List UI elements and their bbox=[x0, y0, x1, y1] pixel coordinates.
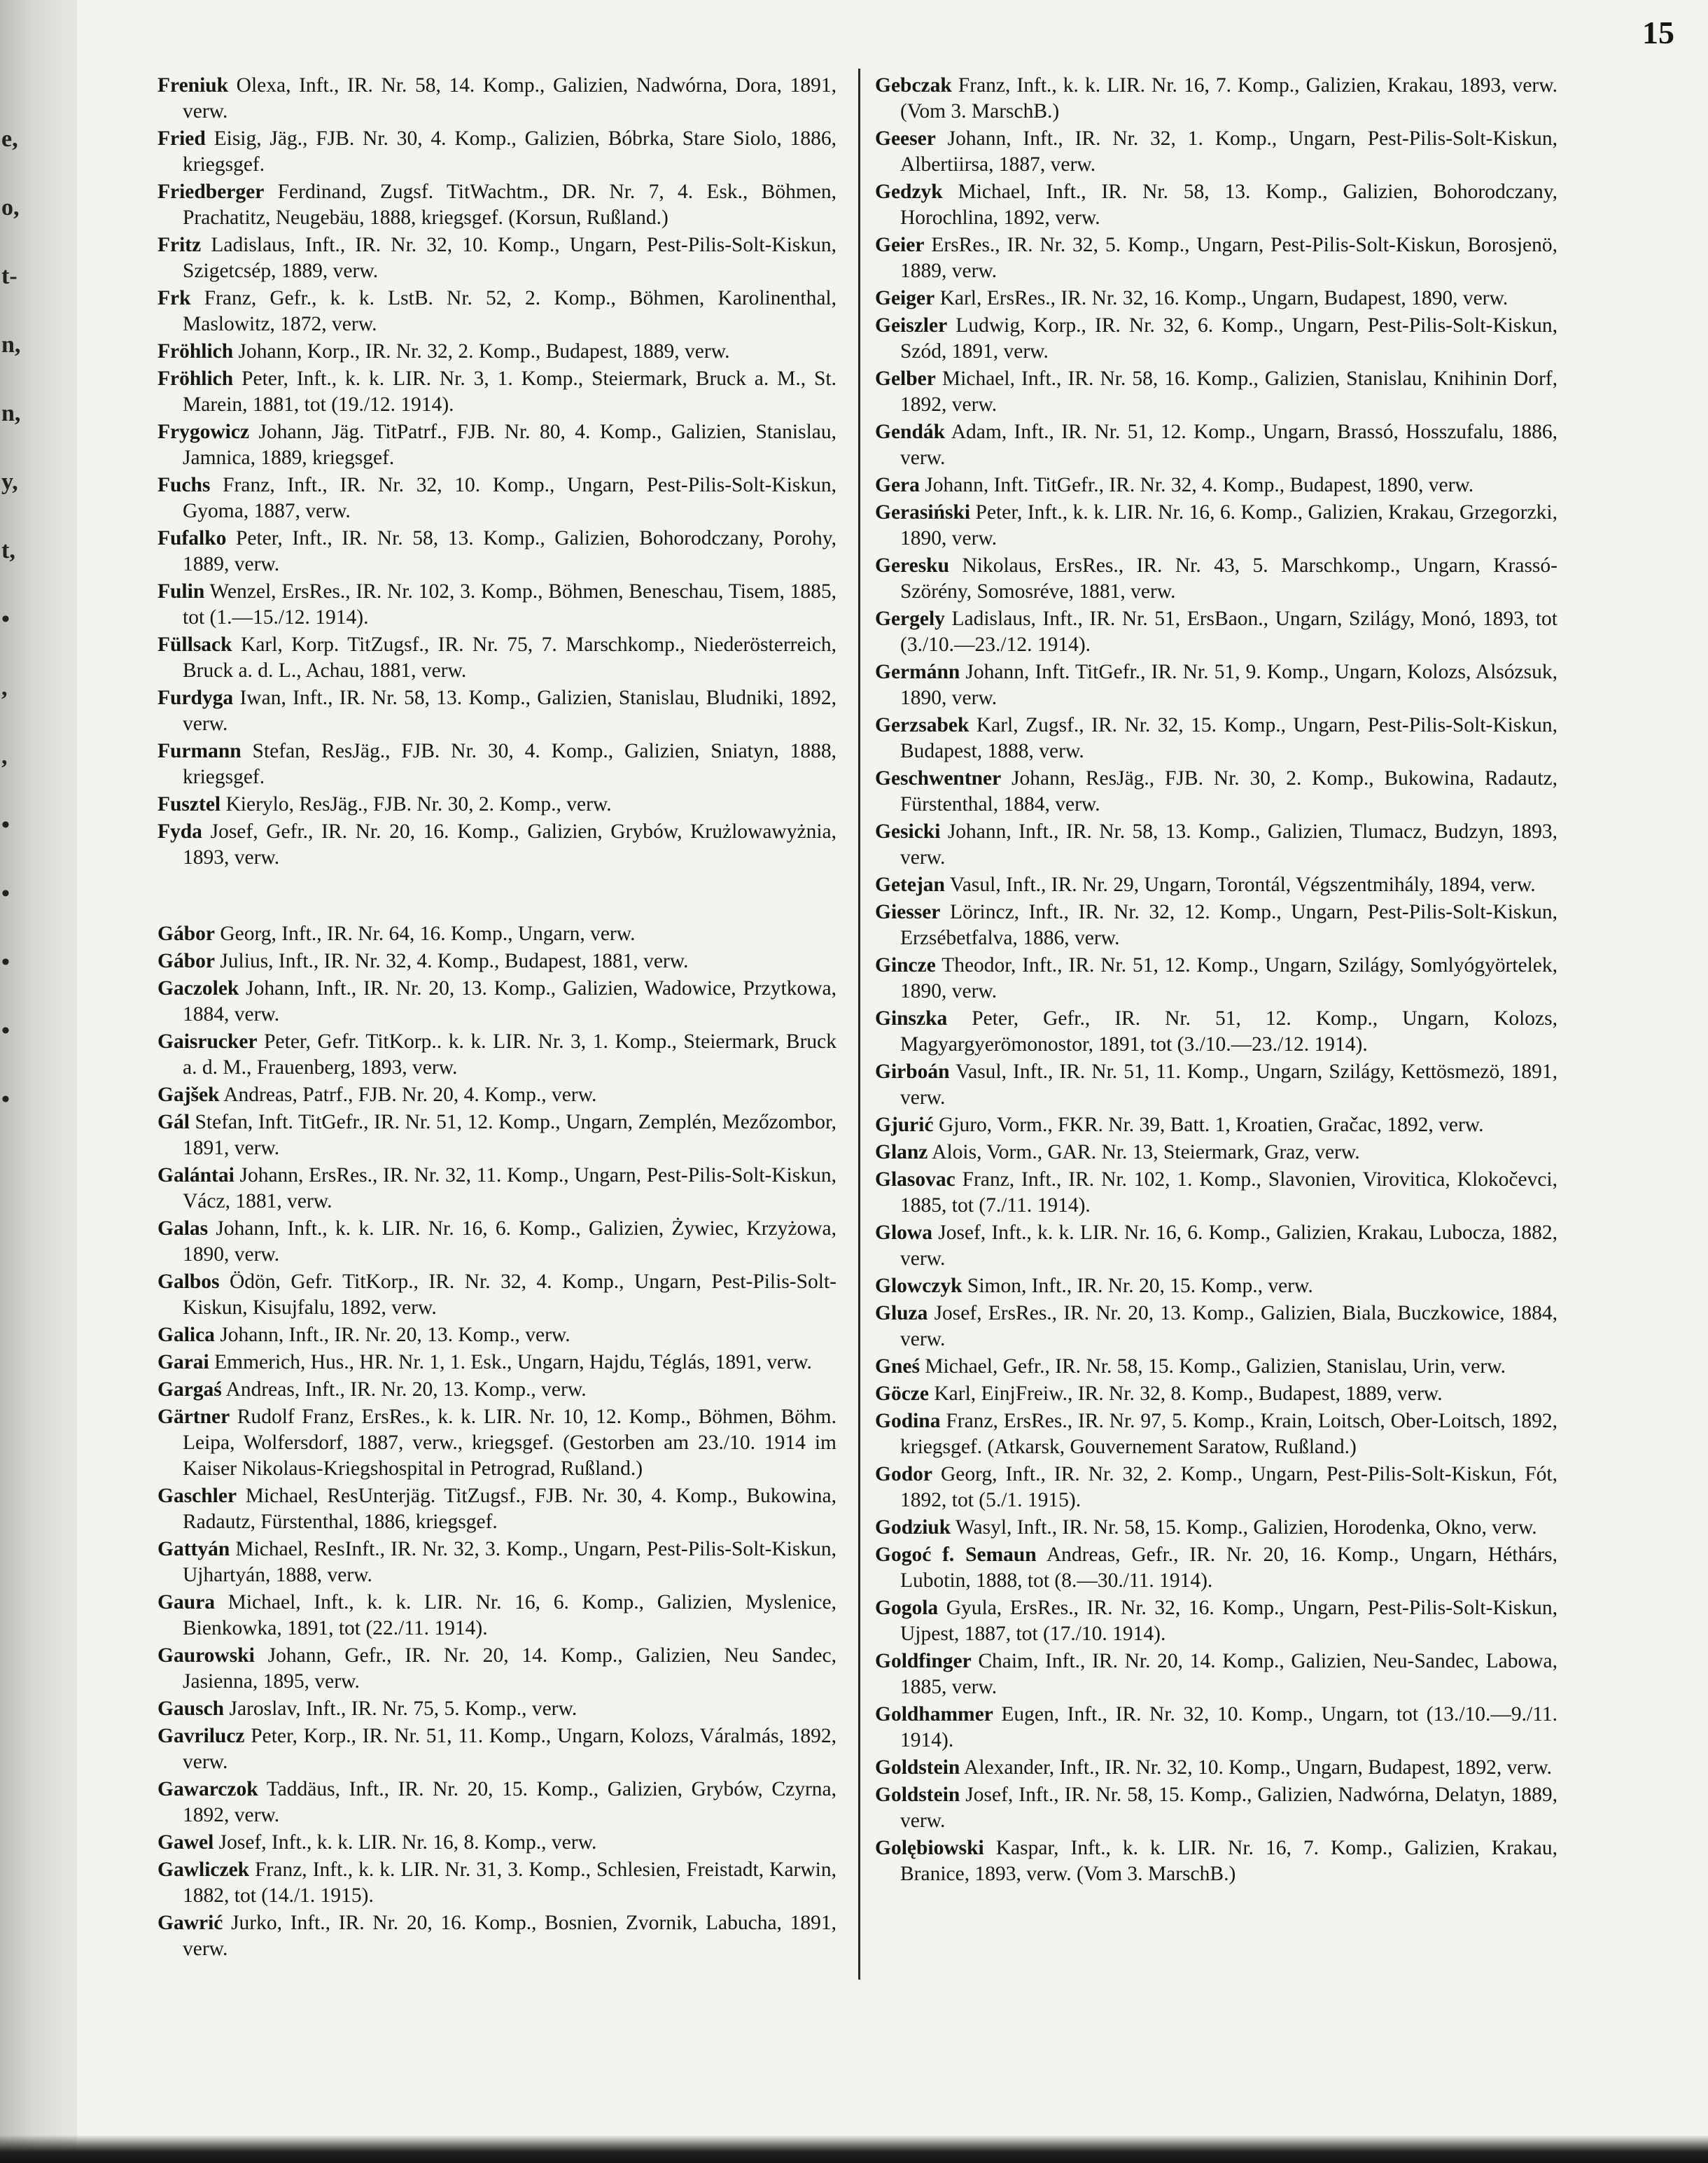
entry-details: Josef, ErsRes., IR. Nr. 20, 13. Komp., Galizien, Biala, Buczkowice, 1884, verw. bbox=[900, 1302, 1558, 1350]
entry-details: Eisig, Jäg., FJB. Nr. 30, 4. Komp., Galizien, Bóbrka, Stare Siolo, 1886, kriegsgef. bbox=[183, 127, 836, 176]
entry-details: Johann, Inft., IR. Nr. 20, 13. Komp., Galizien, Wadowice, Przytkowa, 1884, verw. bbox=[183, 977, 836, 1026]
entry-details: Lörincz, Inft., IR. Nr. 32, 12. Komp., Ungarn, Pest-Pilis-Solt-Kiskun, Erzsébetfalva, 1886, verw. bbox=[900, 901, 1558, 949]
entry-details: Vasul, Inft., IR. Nr. 29, Ungarn, Torontál, Végszentmihály, 1894, verw. bbox=[944, 874, 1536, 896]
entry-details: Johann, Inft., IR. Nr. 20, 13. Komp., verw. bbox=[214, 1324, 570, 1346]
register-entry bbox=[158, 286, 836, 337]
entry-surname: Gaschler bbox=[158, 1485, 237, 1507]
entries-ga bbox=[158, 921, 836, 1962]
register-entry bbox=[875, 1220, 1558, 1272]
register-entry bbox=[158, 1216, 836, 1268]
entry-details: Franz, Gefr., k. k. LstB. Nr. 52, 2. Komp., Böhmen, Karolinenthal, Maslowitz, 1872, verw. bbox=[183, 287, 836, 335]
entry-details: Franz, Inft., IR. Nr. 32, 10. Komp., Ungarn, Pest-Pilis-Solt-Kiskun, Gyoma, 1887, verw. bbox=[183, 474, 836, 522]
right-column bbox=[875, 73, 1558, 1889]
entry-details: Josef, Inft., IR. Nr. 58, 15. Komp., Galizien, Nadwórna, Delatyn, 1889, verw. bbox=[900, 1784, 1558, 1832]
entry-details: Franz, ErsRes., IR. Nr. 97, 5. Komp., Krain, Loitsch, Ober-Loitsch, 1892, kriegsgef. (Atkarsk, Gouvernement Saratow, Rußland.) bbox=[900, 1410, 1558, 1458]
margin-fragment: t- bbox=[1, 263, 18, 289]
entry-surname: Galbos bbox=[158, 1270, 220, 1293]
entry-details: Peter, Inft., k. k. LIR. Nr. 3, 1. Komp., Steiermark, Bruck a. M., St. Marein, 1881, tot (19./12. 1914). bbox=[183, 368, 836, 416]
entry-details: Nikolaus, ErsRes., IR. Nr. 43, 5. Marschkomp., Ungarn, Krassó-Szörény, Somosréve, 1881, verw. bbox=[900, 554, 1558, 603]
entry-surname: Frk bbox=[158, 287, 191, 309]
entry-surname: Gelber bbox=[875, 368, 936, 390]
entry-surname: Goldstein bbox=[875, 1784, 960, 1806]
entry-details: Ladislaus, Inft., IR. Nr. 32, 10. Komp., Ungarn, Pest-Pilis-Solt-Kiskun, Szigetcsép, 1889, verw. bbox=[183, 234, 836, 282]
register-entry bbox=[158, 1350, 836, 1376]
register-entry bbox=[875, 606, 1558, 658]
entry-surname: Gál bbox=[158, 1111, 190, 1133]
register-entry bbox=[875, 553, 1558, 605]
entry-surname: Gavrilucz bbox=[158, 1725, 245, 1747]
register-entry bbox=[158, 1082, 836, 1108]
register-entry bbox=[158, 179, 836, 231]
entry-surname: Gawliczek bbox=[158, 1858, 250, 1881]
entry-details: Wasyl, Inft., IR. Nr. 58, 15. Komp., Galizien, Horodenka, Okno, verw. bbox=[951, 1516, 1537, 1539]
entry-surname: Gaisrucker bbox=[158, 1030, 258, 1053]
register-entry bbox=[158, 1404, 836, 1482]
entry-surname: Gerzsabek bbox=[875, 714, 969, 736]
entry-details: Michael, ResInft., IR. Nr. 32, 3. Komp., Ungarn, Pest-Pilis-Solt-Kiskun, Ujhartyán, 1888, verw. bbox=[183, 1538, 836, 1586]
register-entry bbox=[158, 738, 836, 790]
entry-details: Ferdinand, Zugsf. TitWachtm., DR. Nr. 7, 4. Esk., Böhmen, Prachatitz, Neugebäu, 1888, kriegsgef. (Korsun, Rußland.) bbox=[183, 181, 836, 229]
entry-surname: Fritz bbox=[158, 234, 202, 256]
entry-details: ErsRes., IR. Nr. 32, 5. Komp., Ungarn, Pest-Pilis-Solt-Kiskun, Borosjenö, 1889, verw. bbox=[900, 234, 1558, 282]
register-entry bbox=[158, 526, 836, 578]
register-entry bbox=[158, 1269, 836, 1321]
entry-details: Johann, Inft., IR. Nr. 58, 13. Komp., Galizien, Tlumacz, Budzyn, 1893, verw. bbox=[900, 820, 1558, 869]
entry-details: Rudolf Franz, ErsRes., k. k. LIR. Nr. 10, 12. Komp., Böhmen, Böhm. Leipa, Wolfersdorf, 1887, verw., kriegsgef. (Gestorben am 23./10. 1914 im Kaiser Nikolaus-Kriegshospital in Petrograd, Rußland.) bbox=[183, 1406, 836, 1480]
register-entry bbox=[158, 126, 836, 178]
register-entry bbox=[158, 1483, 836, 1535]
entry-details: Johann, Inft., IR. Nr. 32, 1. Komp., Ungarn, Pest-Pilis-Solt-Kiskun, Albertiirsa, 1887, verw. bbox=[900, 127, 1558, 176]
margin-fragments bbox=[1, 105, 29, 1134]
entry-details: Josef, Inft., k. k. LIR. Nr. 16, 8. Komp., verw. bbox=[214, 1831, 597, 1854]
entry-details: Andreas, Gefr., IR. Nr. 20, 16. Komp., Ungarn, Héthárs, Lubotin, 1888, tot (8.—30./11. 1914). bbox=[900, 1544, 1558, 1592]
register-entry bbox=[158, 1777, 836, 1828]
entry-details: Eugen, Inft., IR. Nr. 32, 10. Komp., Ungarn, tot (13./10.—9./11. 1914). bbox=[900, 1703, 1558, 1751]
register-entry bbox=[158, 976, 836, 1028]
margin-fragment: , bbox=[1, 743, 8, 769]
entry-surname: Goldhammer bbox=[875, 1703, 993, 1726]
entries-ge-go bbox=[875, 73, 1558, 1887]
entry-surname: Friedberger bbox=[158, 181, 265, 203]
entry-details: Josef, Inft., k. k. LIR. Nr. 16, 6. Komp., Galizien, Krakau, Lubocza, 1882, verw. bbox=[900, 1222, 1558, 1270]
entry-details: Michael, ResUnterjäg. TitZugsf., FJB. Nr. 30, 4. Komp., Bukowina, Radautz, Fürstenthal, 1886, kriegsgef. bbox=[183, 1485, 836, 1533]
register-entry bbox=[875, 286, 1558, 312]
register-entry bbox=[158, 792, 836, 818]
register-entry bbox=[875, 659, 1558, 711]
entry-surname: Göcze bbox=[875, 1382, 929, 1405]
entry-surname: Fulin bbox=[158, 580, 205, 603]
register-entry bbox=[158, 1830, 836, 1856]
register-entry bbox=[875, 500, 1558, 552]
entry-surname: Freniuk bbox=[158, 74, 229, 97]
register-entry bbox=[875, 953, 1558, 1004]
register-entry bbox=[158, 419, 836, 471]
entry-surname: Fyda bbox=[158, 820, 202, 843]
entry-surname: Ginszka bbox=[875, 1007, 948, 1030]
entry-details: Julius, Inft., IR. Nr. 32, 4. Komp., Budapest, 1881, verw. bbox=[214, 950, 689, 972]
entry-surname: Geier bbox=[875, 234, 925, 256]
register-entry bbox=[875, 1140, 1558, 1166]
register-entry bbox=[875, 366, 1558, 418]
register-entry bbox=[158, 1322, 836, 1348]
entry-surname: Galas bbox=[158, 1217, 209, 1240]
register-entry bbox=[875, 1755, 1558, 1781]
register-entry bbox=[875, 1381, 1558, 1407]
entry-details: Andreas, Inft., IR. Nr. 20, 13. Komp., verw. bbox=[221, 1378, 587, 1401]
entry-surname: Garai bbox=[158, 1351, 209, 1373]
entry-details: Iwan, Inft., IR. Nr. 58, 13. Komp., Galizien, Stanislau, Bludniki, 1892, verw. bbox=[183, 687, 836, 735]
entry-surname: Galántai bbox=[158, 1164, 234, 1186]
entry-details: Ladislaus, Inft., IR. Nr. 51, ErsBaon., Ungarn, Szilágy, Monó, 1893, tot (3./10.—23./12. 1914). bbox=[900, 608, 1558, 656]
entry-surname: Golębiowski bbox=[875, 1837, 984, 1859]
entry-surname: Gaczolek bbox=[158, 977, 239, 1000]
margin-fragment: • bbox=[1, 606, 10, 632]
entry-surname: Gawarczok bbox=[158, 1778, 258, 1800]
entry-surname: Gaurowski bbox=[158, 1644, 255, 1667]
entry-details: Georg, Inft., IR. Nr. 64, 16. Komp., Ungarn, verw. bbox=[214, 923, 636, 945]
entry-surname: Godina bbox=[875, 1410, 941, 1432]
entry-surname: Germánn bbox=[875, 661, 960, 683]
register-entry bbox=[158, 73, 836, 125]
entry-surname: Fufalko bbox=[158, 527, 227, 550]
register-entry bbox=[158, 1910, 836, 1962]
entry-details: Alexander, Inft., IR. Nr. 32, 10. Komp., Ungarn, Budapest, 1892, verw. bbox=[960, 1756, 1553, 1779]
entry-details: Karl, Zugsf., IR. Nr. 32, 15. Komp., Ungarn, Pest-Pilis-Solt-Kiskun, Budapest, 1888, verw. bbox=[900, 714, 1558, 762]
entry-surname: Fröhlich bbox=[158, 340, 234, 363]
register-entry bbox=[875, 1542, 1558, 1594]
entry-surname: Gargaś bbox=[158, 1378, 222, 1401]
entry-surname: Gincze bbox=[875, 954, 936, 976]
page-number: 15 bbox=[1642, 15, 1674, 50]
entry-surname: Geiszler bbox=[875, 314, 948, 337]
section-gap bbox=[158, 872, 836, 921]
register-entry bbox=[158, 1029, 836, 1081]
register-entry bbox=[875, 126, 1558, 178]
entry-surname: Giesser bbox=[875, 901, 941, 923]
entry-details: Johann, Gefr., IR. Nr. 20, 14. Komp., Galizien, Neu Sandec, Jasienna, 1895, verw. bbox=[183, 1644, 836, 1693]
entry-details: Johann, ErsRes., IR. Nr. 32, 11. Komp., Ungarn, Pest-Pilis-Solt-Kiskun, Vácz, 1881, verw. bbox=[183, 1164, 836, 1212]
entry-surname: Glanz bbox=[875, 1141, 928, 1163]
entry-surname: Gebczak bbox=[875, 74, 952, 97]
entry-details: Theodor, Inft., IR. Nr. 51, 12. Komp., Ungarn, Szilágy, Somlyógyörtelek, 1890, verw. bbox=[900, 954, 1558, 1002]
entry-surname: Fried bbox=[158, 127, 206, 150]
entry-details: Olexa, Inft., IR. Nr. 58, 14. Komp., Galizien, Nadwórna, Dora, 1891, verw. bbox=[183, 74, 836, 122]
entry-details: Kierylo, ResJäg., FJB. Nr. 30, 2. Komp., verw. bbox=[220, 793, 612, 816]
entry-surname: Gajšek bbox=[158, 1084, 220, 1106]
margin-fragment: • bbox=[1, 949, 10, 975]
register-entry bbox=[875, 313, 1558, 365]
entry-surname: Frygowicz bbox=[158, 421, 250, 443]
entry-details: Karl, Korp. TitZugsf., IR. Nr. 75, 7. Marschkomp., Niederösterreich, Bruck a. d. L., Achau, 1881, verw. bbox=[183, 634, 836, 682]
entry-surname: Glowa bbox=[875, 1222, 932, 1244]
register-entry bbox=[158, 1377, 836, 1403]
entry-surname: Glowczyk bbox=[875, 1275, 962, 1297]
register-entry bbox=[158, 232, 836, 284]
margin-fragment: o, bbox=[1, 195, 20, 220]
register-entry bbox=[158, 1857, 836, 1909]
entry-surname: Gogola bbox=[875, 1597, 939, 1619]
entry-details: Stefan, ResJäg., FJB. Nr. 30, 4. Komp., Galizien, Sniatyn, 1888, kriegsgef. bbox=[183, 740, 836, 788]
entry-surname: Furmann bbox=[158, 740, 241, 762]
entry-surname: Gawrić bbox=[158, 1912, 223, 1934]
entry-surname: Gneś bbox=[875, 1355, 920, 1378]
entry-details: Alois, Vorm., GAR. Nr. 13, Steiermark, Graz, verw. bbox=[927, 1141, 1360, 1163]
register-entry bbox=[875, 899, 1558, 951]
entry-details: Gjuro, Vorm., FKR. Nr. 39, Batt. 1, Kroatien, Gračac, 1892, verw. bbox=[933, 1114, 1484, 1136]
register-entry bbox=[158, 1163, 836, 1214]
entry-details: Michael, Gefr., IR. Nr. 58, 15. Komp., Galizien, Stanislau, Urin, verw. bbox=[919, 1355, 1506, 1378]
register-entry bbox=[875, 1702, 1558, 1754]
entry-details: Stefan, Inft. TitGefr., IR. Nr. 51, 12. Komp., Ungarn, Zemplén, Mezőzombor, 1891, verw. bbox=[183, 1111, 836, 1159]
register-entry bbox=[875, 713, 1558, 764]
register-entry bbox=[875, 179, 1558, 231]
page-bottom-edge bbox=[0, 2135, 1708, 2163]
entry-details: Wenzel, ErsRes., IR. Nr. 102, 3. Komp., Böhmen, Beneschau, Tisem, 1885, tot (1.—15./12. 1914). bbox=[183, 580, 836, 629]
entry-surname: Girboán bbox=[875, 1060, 950, 1083]
margin-fragment: • bbox=[1, 881, 10, 906]
register-entry bbox=[158, 1536, 836, 1588]
register-entry bbox=[875, 1835, 1558, 1887]
entry-details: Taddäus, Inft., IR. Nr. 20, 15. Komp., Galizien, Grybów, Czyrna, 1892, verw. bbox=[183, 1778, 836, 1826]
entry-details: Georg, Inft., IR. Nr. 32, 2. Komp., Ungarn, Pest-Pilis-Solt-Kiskun, Fót, 1892, tot (5./1. 1915). bbox=[900, 1463, 1558, 1511]
entry-surname: Glasovac bbox=[875, 1168, 955, 1191]
entry-details: Johann, Jäg. TitPatrf., FJB. Nr. 80, 4. Komp., Galizien, Stanislau, Jamnica, 1889, kriegsgef. bbox=[183, 421, 836, 469]
margin-fragment: • bbox=[1, 1086, 10, 1112]
register-entry bbox=[875, 472, 1558, 498]
entry-details: Karl, EinjFreiw., IR. Nr. 32, 8. Komp., Budapest, 1889, verw. bbox=[928, 1382, 1443, 1405]
register-entry bbox=[875, 1595, 1558, 1647]
register-entry bbox=[875, 1273, 1558, 1299]
entry-details: Johann, Inft. TitGefr., IR. Nr. 51, 9. Komp., Ungarn, Kolozs, Alsózsuk, 1890, verw. bbox=[900, 661, 1558, 709]
register-entry bbox=[158, 632, 836, 684]
register-entry bbox=[158, 819, 836, 871]
entry-surname: Geresku bbox=[875, 554, 949, 577]
register-entry bbox=[158, 948, 836, 974]
entry-surname: Gogoć f. Semaun bbox=[875, 1544, 1037, 1566]
entry-surname: Gawel bbox=[158, 1831, 214, 1854]
entry-surname: Godor bbox=[875, 1463, 932, 1485]
entry-details: Vasul, Inft., IR. Nr. 51, 11. Komp., Ungarn, Szilágy, Kettösmezö, 1891, verw. bbox=[900, 1060, 1558, 1109]
entry-details: Franz, Inft., k. k. LIR. Nr. 31, 3. Komp., Schlesien, Freistadt, Karwin, 1882, tot (14./1. 1915). bbox=[183, 1858, 836, 1907]
margin-fragment: y, bbox=[1, 469, 18, 495]
entry-details: Peter, Inft., IR. Nr. 58, 13. Komp., Galizien, Bohorodczany, Porohy, 1889, verw. bbox=[183, 527, 836, 575]
entry-details: Karl, ErsRes., IR. Nr. 32, 16. Komp., Ungarn, Budapest, 1890, verw. bbox=[934, 287, 1508, 309]
entry-surname: Gendák bbox=[875, 421, 946, 443]
entry-details: Peter, Gefr. TitKorp.. k. k. LIR. Nr. 3, 1. Komp., Steiermark, Bruck a. d. M., Frauenberg, 1893, verw. bbox=[183, 1030, 836, 1079]
register-entry bbox=[158, 579, 836, 631]
entry-details: Ödön, Gefr. TitKorp., IR. Nr. 32, 4. Komp., Ungarn, Pest-Pilis-Solt-Kiskun, Kisujfalu, 1892, verw. bbox=[183, 1270, 836, 1319]
entry-details: Jurko, Inft., IR. Nr. 20, 16. Komp., Bosnien, Zvornik, Labucha, 1891, verw. bbox=[183, 1912, 836, 1960]
entry-surname: Gausch bbox=[158, 1698, 225, 1720]
register-entry bbox=[158, 1643, 836, 1695]
entry-surname: Gábor bbox=[158, 923, 215, 945]
entry-surname: Fröhlich bbox=[158, 368, 234, 390]
margin-fragment: , bbox=[1, 675, 8, 701]
register-entry bbox=[875, 1167, 1558, 1219]
entry-surname: Goldstein bbox=[875, 1756, 960, 1779]
margin-fragment: e, bbox=[1, 126, 18, 152]
margin-fragment: t, bbox=[1, 538, 15, 564]
entry-details: Peter, Inft., k. k. LIR. Nr. 16, 6. Komp., Galizien, Krakau, Grzegorzki, 1890, verw. bbox=[900, 501, 1558, 550]
register-entry bbox=[875, 419, 1558, 471]
entry-surname: Gärtner bbox=[158, 1406, 230, 1428]
entry-details: Emmerich, Hus., HR. Nr. 1, 1. Esk., Ungarn, Hajdu, Téglás, 1891, verw. bbox=[209, 1351, 812, 1373]
register-entry bbox=[875, 232, 1558, 284]
entry-surname: Fusztel bbox=[158, 793, 221, 816]
entry-details: Kaspar, Inft., k. k. LIR. Nr. 16, 7. Komp., Galizien, Krakau, Branice, 1893, verw. (Vom 3. MarschB.) bbox=[900, 1837, 1558, 1885]
register-entry bbox=[158, 1110, 836, 1161]
register-entry bbox=[875, 1112, 1558, 1138]
register-entry bbox=[875, 872, 1558, 898]
register-entry bbox=[875, 1782, 1558, 1834]
entry-details: Johann, ResJäg., FJB. Nr. 30, 2. Komp., Bukowina, Radautz, Fürstenthal, 1884, verw. bbox=[900, 767, 1558, 816]
entry-surname: Füllsack bbox=[158, 634, 232, 656]
entries-f bbox=[158, 73, 836, 871]
register-entry bbox=[158, 339, 836, 365]
entry-surname: Gattyán bbox=[158, 1538, 230, 1560]
margin-fragment: n, bbox=[1, 332, 21, 358]
entry-surname: Geiger bbox=[875, 287, 935, 309]
entry-surname: Gábor bbox=[158, 950, 215, 972]
register-entry bbox=[875, 766, 1558, 818]
register-entry bbox=[158, 366, 836, 418]
margin-fragment: • bbox=[1, 812, 10, 838]
register-entry bbox=[158, 921, 836, 947]
entry-details: Simon, Inft., IR. Nr. 20, 15. Komp., verw. bbox=[962, 1275, 1313, 1297]
register-entry bbox=[875, 1301, 1558, 1352]
entry-surname: Gaura bbox=[158, 1591, 215, 1614]
entry-surname: Geschwentner bbox=[875, 767, 1002, 790]
entry-surname: Goldfinger bbox=[875, 1650, 972, 1672]
register-entry bbox=[875, 1515, 1558, 1541]
register-entry bbox=[875, 819, 1558, 871]
entry-details: Andreas, Patrf., FJB. Nr. 20, 4. Komp., verw. bbox=[219, 1084, 597, 1106]
register-entry bbox=[158, 685, 836, 737]
entry-details: Johann, Inft. TitGefr., IR. Nr. 32, 4. Komp., Budapest, 1890, verw. bbox=[919, 474, 1474, 496]
entry-details: Franz, Inft., k. k. LIR. Nr. 16, 7. Komp., Galizien, Krakau, 1893, verw. (Vom 3. MarschB.) bbox=[900, 74, 1558, 122]
entry-surname: Gera bbox=[875, 474, 920, 496]
entry-details: Josef, Gefr., IR. Nr. 20, 16. Komp., Galizien, Grybów, Krużlowawyżnia, 1893, verw. bbox=[183, 820, 836, 869]
column-divider bbox=[858, 69, 860, 1980]
entry-details: Franz, Inft., IR. Nr. 102, 1. Komp., Slavonien, Virovitica, Klokočevci, 1885, tot (7./11. 1914). bbox=[900, 1168, 1558, 1217]
entry-details: Chaim, Inft., IR. Nr. 20, 14. Komp., Galizien, Neu-Sandec, Labowa, 1885, verw. bbox=[900, 1650, 1558, 1698]
register-entry bbox=[875, 1648, 1558, 1700]
entry-surname: Fuchs bbox=[158, 474, 211, 496]
entry-details: Michael, Inft., k. k. LIR. Nr. 16, 6. Komp., Galizien, Myslenice, Bienkowka, 1891, tot (22./11. 1914). bbox=[183, 1591, 836, 1639]
entry-details: Jaroslav, Inft., IR. Nr. 75, 5. Komp., verw. bbox=[224, 1698, 578, 1720]
register-entry bbox=[875, 1408, 1558, 1460]
register-entry bbox=[158, 472, 836, 524]
entry-details: Peter, Gefr., IR. Nr. 51, 12. Komp., Ungarn, Kolozs, Magyargyerömonostor, 1891, tot (3./10.—23./12. 1914). bbox=[900, 1007, 1558, 1056]
entry-surname: Godziuk bbox=[875, 1516, 951, 1539]
entry-surname: Gedzyk bbox=[875, 181, 943, 203]
entry-surname: Gergely bbox=[875, 608, 945, 630]
entry-details: Gyula, ErsRes., IR. Nr. 32, 16. Komp., Ungarn, Pest-Pilis-Solt-Kiskun, Ujpest, 1887, tot (17./10. 1914). bbox=[900, 1597, 1558, 1645]
register-entry bbox=[875, 1006, 1558, 1058]
entry-surname: Gluza bbox=[875, 1302, 928, 1324]
register-entry bbox=[158, 1696, 836, 1722]
margin-fragment: • bbox=[1, 1018, 10, 1044]
register-entry bbox=[875, 1354, 1558, 1380]
register-entry bbox=[875, 1059, 1558, 1111]
register-entry bbox=[875, 73, 1558, 125]
entry-surname: Furdyga bbox=[158, 687, 234, 709]
register-entry bbox=[875, 1462, 1558, 1513]
entry-surname: Geeser bbox=[875, 127, 936, 150]
entry-surname: Gesicki bbox=[875, 820, 941, 843]
entry-surname: Galica bbox=[158, 1324, 215, 1346]
entry-details: Michael, Inft., IR. Nr. 58, 16. Komp., Galizien, Stanislau, Knihinin Dorf, 1892, verw. bbox=[900, 368, 1558, 416]
entry-surname: Gerasiński bbox=[875, 501, 971, 524]
entry-details: Michael, Inft., IR. Nr. 58, 13. Komp., Galizien, Bohorodczany, Horochlina, 1892, verw. bbox=[900, 181, 1558, 229]
entry-surname: Getejan bbox=[875, 874, 945, 896]
entry-surname: Gjurić bbox=[875, 1114, 934, 1136]
entry-details: Johann, Korp., IR. Nr. 32, 2. Komp., Budapest, 1889, verw. bbox=[233, 340, 730, 363]
margin-fragment: n, bbox=[1, 400, 21, 426]
entry-details: Ludwig, Korp., IR. Nr. 32, 6. Komp., Ungarn, Pest-Pilis-Solt-Kiskun, Szód, 1891, verw. bbox=[900, 314, 1558, 363]
entry-details: Johann, Inft., k. k. LIR. Nr. 16, 6. Komp., Galizien, Żywiec, Krzyżowa, 1890, verw. bbox=[183, 1217, 836, 1266]
entry-details: Peter, Korp., IR. Nr. 51, 11. Komp., Ungarn, Kolozs, Váralmás, 1892, verw. bbox=[183, 1725, 836, 1773]
register-entry bbox=[158, 1590, 836, 1642]
left-column bbox=[158, 73, 836, 1963]
register-entry bbox=[158, 1723, 836, 1775]
entry-details: Adam, Inft., IR. Nr. 51, 12. Komp., Ungarn, Brassó, Hosszufalu, 1886, verw. bbox=[900, 421, 1558, 469]
